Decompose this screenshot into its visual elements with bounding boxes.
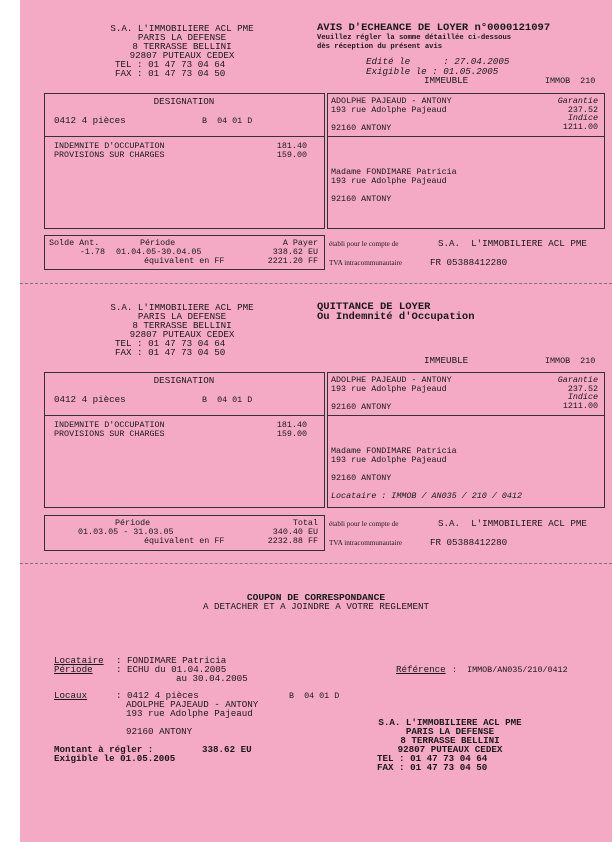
garantie-label: Garantie [557, 96, 598, 106]
avis-title: AVIS D'ECHEANCE DE LOYER n°0000121097 [317, 22, 551, 34]
divider [44, 415, 324, 416]
quittance-title: QUITTANCE DE LOYER [317, 301, 431, 313]
company-address-2: 8 TERRASSE BELLINI [400, 735, 500, 746]
periode-value: 01.03.05 - 31.03.05 [78, 527, 174, 537]
solde-label: Solde Ant. [49, 238, 100, 248]
coupon-locataire: : FONDIMARE Patricia [116, 655, 227, 666]
total-label: Total [292, 518, 318, 528]
coupon-reference-label: Référence [396, 664, 446, 675]
company-name: S.A. L'IMMOBILIERE ACL PME [378, 717, 522, 728]
company-address-1: PARIS LA DEFENSE [137, 311, 227, 322]
lot-ref: B 04 01 D [202, 395, 253, 405]
equiv-value: 2221.20 FF [267, 256, 318, 266]
company-fax: FAX : 01 47 73 04 50 [377, 762, 488, 773]
line-indemnite-label: INDEMNITE D'OCCUPATION [54, 141, 165, 151]
coupon-title: COUPON DE CORRESPONDANCE [246, 592, 386, 603]
lot-label: 0412 4 pièces [54, 394, 126, 405]
divider [327, 136, 604, 137]
company-address-3: 92807 PUTEAUX CEDEX [397, 744, 503, 755]
company-address-3: 92807 PUTEAUX CEDEX [129, 329, 235, 340]
cut-line [20, 563, 612, 564]
company-name: S.A. L'IMMOBILIERE ACL PME [110, 302, 254, 313]
designation-label: DESIGNATION [153, 375, 215, 386]
company-tel: TEL : 01 47 73 04 64 [115, 338, 226, 349]
locataire-ref: Locataire : IMMOB / AN035 / 210 / 0412 [331, 491, 522, 501]
coupon-periode-end: au 30.04.2005 [176, 673, 248, 684]
company-fax: FAX : 01 47 73 04 50 [115, 347, 226, 358]
coupon-locaux: : 0412 4 pièces [116, 690, 199, 701]
owner-street: 193 rue Adolphe Pajeaud [331, 105, 447, 115]
etabli-company: S.A. L'IMMOBILIERE ACL PME [438, 518, 587, 529]
immeuble-label: IMMEUBLE [424, 355, 469, 366]
etabli-prefix: établi pour le compte de [329, 520, 399, 528]
line-indemnite-label: INDEMNITE D'OCCUPATION [54, 420, 165, 430]
indice-label: Indice [567, 392, 598, 402]
tenant-street: 193 rue Adolphe Pajeaud [331, 176, 447, 186]
etabli-prefix: établi pour le compte de [329, 240, 399, 248]
designation-box [44, 93, 325, 229]
tenant-street: 193 rue Adolphe Pajeaud [331, 455, 447, 465]
exigible-date: Exigible le 01.05.2005 [54, 753, 176, 764]
coupon-locataire-label: Locataire [54, 655, 104, 666]
line-indemnite-value: 181.40 [276, 141, 307, 151]
company-address-2: 8 TERRASSE BELLINI [132, 41, 232, 52]
divider [327, 415, 604, 416]
company-address-3: 92807 PUTEAUX CEDEX [129, 50, 235, 61]
etabli-company: S.A. L'IMMOBILIERE ACL PME [438, 238, 587, 249]
immob-code: IMMOB 210 [545, 356, 596, 366]
coupon-periode-label: Période [54, 664, 93, 675]
immeuble-label: IMMEUBLE [424, 75, 469, 86]
tva-label: TVA intracommunautaire [329, 259, 403, 267]
coupon-owner: ADOLPHE PAJEAUD - ANTONY [126, 699, 259, 710]
solde-value: -1.78 [79, 247, 105, 257]
company-tel: TEL : 01 47 73 04 64 [377, 753, 488, 764]
indice-value: 1211.00 [562, 401, 598, 411]
company-address-2: 8 TERRASSE BELLINI [132, 320, 232, 331]
coupon-street: 193 rue Adolphe Pajeaud [126, 708, 253, 719]
tenant-city: 92160 ANTONY [331, 194, 392, 204]
designation-box [44, 372, 325, 508]
periode-label: Période [140, 238, 176, 248]
line-provisions-value: 159.00 [276, 150, 307, 160]
owner-street: 193 rue Adolphe Pajeaud [331, 384, 447, 394]
company-tel: TEL : 01 47 73 04 64 [115, 59, 226, 70]
periode-value: 01.04.05-30.04.05 [116, 247, 202, 257]
coupon-city: 92160 ANTONY [126, 726, 193, 737]
owner-name: ADOLPHE PAJEAUD - ANTONY [331, 96, 452, 106]
company-address-1: PARIS LA DEFENSE [405, 726, 495, 737]
avis-instruction-1: Veuillez régler la somme détaillée ci-dessous [317, 34, 512, 42]
tenant-name: Madame FONDIMARE Patricia [331, 167, 457, 177]
company-fax: FAX : 01 47 73 04 50 [115, 68, 226, 79]
coupon-periode-start: : ECHU du 01.04.2005 [116, 664, 227, 675]
equiv-label: équivalent en FF [144, 536, 225, 546]
line-provisions-label: PROVISIONS SUR CHARGES [54, 150, 165, 160]
equiv-label: équivalent en FF [144, 256, 225, 266]
designation-label: DESIGNATION [153, 96, 215, 107]
coupon-locaux-ref: B 04 01 D [289, 691, 340, 701]
line-indemnite-value: 181.40 [276, 420, 307, 430]
coupon-subtitle: A DETACHER ET A JOINDRE A VOTRE REGLEMENT [202, 601, 430, 612]
tenant-city: 92160 ANTONY [331, 473, 392, 483]
divider [44, 136, 324, 137]
cut-line [20, 283, 612, 284]
indice-label: Indice [567, 113, 598, 123]
tva-value: FR 05388412280 [430, 257, 508, 268]
coupon-locaux-label: Locaux [54, 690, 88, 701]
montant-label: Montant à régler : [54, 744, 154, 755]
coupon-reference: : IMMOB/AN035/210/0412 [452, 665, 568, 675]
quittance-subtitle: Ou Indemnité d'Occupation [317, 311, 475, 323]
line-provisions-value: 159.00 [276, 429, 307, 439]
tva-value: FR 05388412280 [430, 537, 508, 548]
equiv-value: 2232.88 FF [267, 536, 318, 546]
apayer-label: A Payer [282, 238, 318, 248]
indice-value: 1211.00 [562, 122, 598, 132]
avis-instruction-2: dès réception du présent avis [317, 43, 443, 51]
rent-notice-sheet [20, 0, 612, 842]
garantie-label: Garantie [557, 375, 598, 385]
periode-label: Période [115, 518, 151, 528]
apayer-value: 338.62 EU [272, 247, 318, 257]
company-name: S.A. L'IMMOBILIERE ACL PME [110, 23, 254, 34]
lot-label: 0412 4 pièces [54, 115, 126, 126]
total-value: 340.40 EU [272, 527, 318, 537]
company-address-1: PARIS LA DEFENSE [137, 32, 227, 43]
owner-name: ADOLPHE PAJEAUD - ANTONY [331, 375, 452, 385]
avis-exigible: Exigible le : 01.05.2005 [366, 66, 499, 77]
tenant-name: Madame FONDIMARE Patricia [331, 446, 457, 456]
immob-code: IMMOB 210 [545, 76, 596, 86]
line-provisions-label: PROVISIONS SUR CHARGES [54, 429, 165, 439]
garantie-value: 237.52 [567, 105, 598, 115]
owner-city: 92160 ANTONY [331, 123, 392, 133]
tva-label: TVA intracommunautaire [329, 539, 403, 547]
avis-edite: Edité le : 27.04.2005 [366, 56, 510, 67]
owner-city: 92160 ANTONY [331, 402, 392, 412]
garantie-value: 237.52 [567, 384, 598, 394]
montant-value: 338.62 EU [202, 744, 252, 755]
lot-ref: B 04 01 D [202, 116, 253, 126]
